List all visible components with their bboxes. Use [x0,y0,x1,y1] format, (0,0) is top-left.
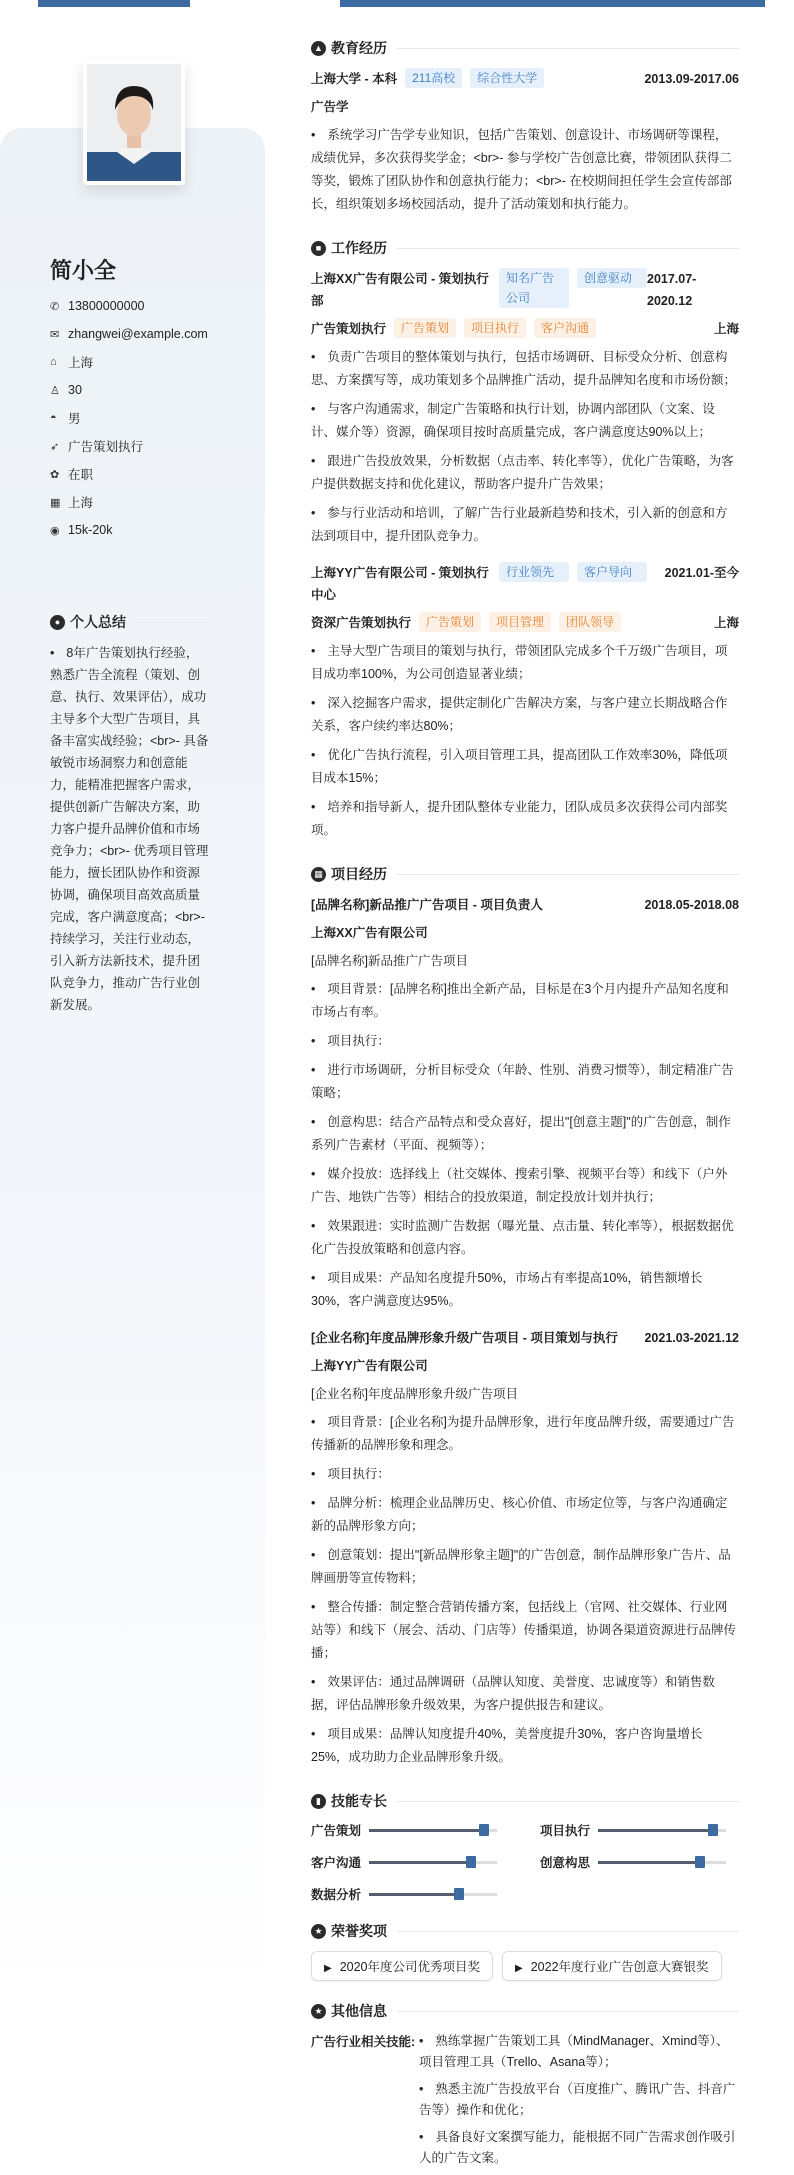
section-title: 项目经历 [331,866,387,882]
briefcase-icon: ■ [311,241,326,256]
skill-item [311,1885,510,1903]
role-group [311,318,596,340]
job-entry [311,268,739,548]
candidate-name: 简小全 [50,258,117,283]
project-bullet: • 媒介投放：选择线上（社交媒体、搜索引擎、视频平台等）和线下（户外广告、地铁广告等）相结合的投放渠道，制定投放计划并执行； [311,1163,739,1209]
skill-name: 数据分析 [311,1888,362,1902]
skill-thumb[interactable] [479,1824,489,1836]
company-name: 上海YY广告有限公司 - 策划执行中心 [311,566,489,602]
triangle-right-icon: ▶ [324,1963,332,1974]
target-job-icon: ➶ [50,440,60,453]
job-entry [311,562,739,842]
project-company: 上海YY广告有限公司 [311,1359,428,1373]
role: 广告策划执行 [311,322,387,336]
skill-name: 项目执行 [540,1824,591,1838]
divider [397,1931,739,1932]
contact-text: 上海 [68,356,94,370]
summary-section [50,612,210,1022]
contact-item [50,432,208,460]
award-label: 2020年度公司优秀项目奖 [339,1960,481,1974]
mail-icon: ✉ [50,328,60,341]
project-bullet: • 项目背景：[品牌名称]推出全新产品，目标是在3个月内提升产品知名度和市场占有率。 [311,978,739,1024]
contact-text: 13800000000 [68,299,145,313]
project-header [311,894,739,916]
project-name: [品牌名称]新品推广广告项目 - 项目负责人 [311,898,543,912]
skill-fill [369,1893,459,1896]
tag: 客户导向 [577,562,647,582]
project-subtitle: [企业名称]年度品牌形象升级广告项目 [311,1387,518,1401]
divider [397,248,739,249]
skill-name: 创意构思 [540,1856,591,1870]
job-bullet: • 主导大型广告项目的策划与执行，带领团队完成多个千万级广告项目，项目成功率100%，为公司创造显著业绩； [311,640,739,686]
contact-item [50,320,208,348]
job-title-group [311,268,647,312]
project-entry [311,894,739,1313]
other-section [311,2001,739,2175]
tag: 知名广告公司 [499,268,569,308]
work-section [311,238,739,842]
city: 上海 [713,616,739,630]
triangle-right-icon: ▶ [515,1963,523,1974]
project-bullet: • 创意构思：结合产品特点和受众喜好，提出"[创意主题]"的广告创意，制作系列广告素材（平面、视频等）； [311,1111,739,1157]
other-bullet: • 熟练掌握广告策划工具（MindManager、Xmind等）、项目管理工具（Trello、Asana等）； [419,2031,739,2073]
project-name: [企业名称]年度品牌形象升级广告项目 - 项目策划与执行 [311,1331,618,1345]
section-title: 个人总结 [70,614,126,630]
section-title: 工作经历 [331,240,387,256]
education-desc: • 系统学习广告学专业知识，包括广告策划、创意设计、市场调研等课程，成绩优异，多次获得奖学金；<br>- 参与学校广告创意比赛，带领团队获得二等奖，锻炼了团队协作和创意执行能力；<br>- 在校期间担任学生会宣传部部长，组织策划多场校园活动，提升了活动策划和执行能力。 [311,124,739,216]
skills-section [311,1791,739,1903]
date: 2021.01-至今 [664,566,739,580]
skill-slider[interactable] [598,1829,726,1832]
project-subtitle: [品牌名称]新品推广广告项目 [311,954,468,968]
divider [136,622,210,623]
contact-text: 男 [68,412,81,426]
date: 2013.09-2017.06 [644,72,739,86]
project-bullet: • 创意策划：提出"[新品牌形象主题]"的广告创意，制作品牌形象广告片、品牌画册等宣传物料； [311,1544,739,1590]
city-icon: ▦ [50,496,61,509]
section-title: 教育经历 [331,40,387,56]
job-title-group [311,562,647,606]
section-title: 技能专长 [331,1793,387,1809]
project-bullet: • 品牌分析：梳理企业品牌历史、核心价值、市场定位等，与客户沟通确定新的品牌形象方向； [311,1492,739,1538]
skill-fill [369,1861,471,1864]
skill-name: 客户沟通 [311,1856,362,1870]
phone-icon: ✆ [50,300,60,313]
tag: 创意驱动 [577,268,647,288]
date: 2021.03-2021.12 [644,1331,739,1345]
status-icon: ✿ [50,468,60,481]
skill-tag: 团队领导 [559,612,621,632]
user-icon: ● [50,615,65,630]
skill-item [540,1853,739,1871]
projects-section [311,864,739,1769]
divider [397,2011,739,2012]
tag: 211高校 [405,68,462,88]
skill-slider[interactable] [369,1829,497,1832]
other-bullet: • 具备良好文案撰写能力，能根据不同广告需求创作吸引人的广告文案。 [419,2127,739,2169]
job-role-row [311,612,739,634]
tag: 行业领先 [499,562,569,582]
date: 2018.05-2018.08 [644,898,739,912]
project-bullet: • 进行市场调研，分析目标受众（年龄、性别、消费习惯等），制定精准广告策略； [311,1059,739,1105]
contact-text: 在职 [68,468,94,482]
skill-thumb[interactable] [466,1856,476,1868]
summary-text: • 8年广告策划执行经验，熟悉广告全流程（策划、创意、执行、效果评估），成功主导多个大型广告项目，具备丰富实战经验；<br>- 具备敏锐市场洞察力和创意能力，能精准把握客户需求，提供创新广告解决方案，助力客户提升品牌价值和市场竞争力；<br>- 优秀项目管理能力，擅长团队协作和资源协调，确保项目高效高质量完成，客户满意度高；<br>- 持续学习，关注行业动态，引入新方法新技术，提升团队竞争力，推动广告行业创新发展。 [50,642,210,1016]
city: 上海 [713,322,739,336]
avatar-photo [83,60,185,185]
section-title: 其他信息 [331,2003,387,2019]
contact-item [50,460,208,488]
project-bullet: • 项目执行： [311,1030,739,1053]
skill-slider[interactable] [598,1861,726,1864]
home-icon: ⌂ [50,356,57,368]
job-bullet: • 深入挖掘客户需求，提供定制化广告解决方案，与客户建立长期战略合作关系，客户续约率达80%； [311,692,739,738]
skill-thumb[interactable] [454,1888,464,1900]
role: 资深广告策划执行 [311,616,412,630]
skill-slider[interactable] [369,1893,497,1896]
award-label: 2022年度行业广告创意大赛银奖 [530,1960,709,1974]
top-accent-bar-right [340,0,765,7]
job-bullet: • 培养和指导新人，提升团队整体专业能力，团队成员多次获得公司内部奖项。 [311,796,739,842]
job-bullet: • 优化广告执行流程，引入项目管理工具，提高团队工作效率30%，降低项目成本15%； [311,744,739,790]
skill-tag: 项目管理 [489,612,551,632]
skill-item [311,1853,510,1871]
skill-tag: 广告策划 [394,318,456,338]
contact-text: 上海 [68,496,94,510]
top-accent-bar-left [38,0,190,7]
contact-item [50,292,208,320]
contact-item [50,376,208,404]
contact-item [50,516,208,544]
role-group [311,612,621,634]
job-header [311,562,739,606]
project-header [311,1327,739,1349]
award-item[interactable] [502,1951,722,1981]
project-bullet: • 项目成果：产品知名度提升50%，市场占有率提高10%，销售额增长30%，客户满意度达95%。 [311,1267,739,1313]
date: 2017.07-2020.12 [647,272,697,308]
skill-slider[interactable] [369,1861,497,1864]
tag: 综合性大学 [470,68,544,88]
major: 广告学 [311,100,349,114]
skill-tag: 客户沟通 [534,318,596,338]
age-icon: ♙ [50,384,60,397]
contact-text: 广告策划执行 [68,440,144,454]
job-bullet: • 负责广告项目的整体策划与执行，包括市场调研、目标受众分析、创意构思、方案撰写等，成功策划多个品牌推广活动，提升品牌知名度和市场份额； [311,346,739,392]
skill-name: 广告策划 [311,1824,362,1838]
skill-fill [598,1829,713,1832]
project-bullet: • 项目执行： [311,1463,739,1486]
skill-thumb[interactable] [708,1824,718,1836]
other-bullet: • 熟悉主流广告投放平台（百度推广、腾讯广告、抖音广告等）操作和优化； [419,2079,739,2121]
gender-icon: ◓ [50,412,57,424]
award-item[interactable] [311,1951,493,1981]
graduation-cap-icon: ▲ [311,41,326,56]
divider [397,48,739,49]
project-bullet: • 项目成果：品牌认知度提升40%，美誉度提升30%，客户咨询量增长25%，成功助力企业品牌形象升级。 [311,1723,739,1769]
skill-fill [369,1829,484,1832]
skill-item [311,1821,510,1839]
project-bullet: • 效果跟进：实时监测广告数据（曝光量、点击量、转化率等），根据数据优化广告投放策略和创意内容。 [311,1215,739,1261]
grid-icon: ▦ [311,867,326,882]
project-bullet: • 效果评估：通过品牌调研（品牌认知度、美誉度、忠诚度等）和销售数据，评估品牌形象升级效果，为客户提供报告和建议。 [311,1671,739,1717]
job-bullet: • 跟进广告投放效果，分析数据（点击率、转化率等），优化广告策略，为客户提供数据支持和优化建议，帮助客户提升广告效果； [311,450,739,496]
project-bullet: • 项目背景：[企业名称]为提升品牌形象，进行年度品牌升级，需要通过广告传播新的品牌形象和理念。 [311,1411,739,1457]
section-title: 荣誉奖项 [331,1923,387,1939]
school-name: 上海大学 - 本科 [311,72,398,86]
project-company: 上海XX广告有限公司 [311,926,428,940]
awards-section [311,1921,739,1981]
skill-tag: 广告策划 [419,612,481,632]
skill-thumb[interactable] [695,1856,705,1868]
job-header [311,268,739,312]
divider [397,1801,739,1802]
job-bullet: • 与客户沟通需求，制定广告策略和执行计划，协调内部团队（文案、设计、媒介等）资源，确保项目按时高质量完成，客户满意度达90%以上； [311,398,739,444]
project-bullet: • 整合传播：制定整合营销传播方案，包括线上（官网、社交媒体、行业网站等）和线下（展会、活动、门店等）传播渠道，协调各渠道资源进行品牌传播； [311,1596,739,1665]
contact-item [50,348,208,376]
education-section [311,38,739,216]
contact-text: zhangwei@example.com [68,327,208,341]
job-bullet: • 参与行业活动和培训，了解广告行业最新趋势和技术，引入新的创意和方法到项目中，提升团队竞争力。 [311,502,739,548]
company-name: 上海XX广告有限公司 - 策划执行部 [311,272,489,308]
contact-item [50,404,208,432]
divider [397,874,739,875]
main-content [311,38,739,2175]
contact-item [50,488,208,516]
info-icon: ★ [311,2004,326,2019]
contact-text: 15k-20k [68,523,113,537]
other-key: 广告行业相关技能: [311,2035,416,2049]
skill-item [540,1821,739,1839]
award-icon: ★ [311,1924,326,1939]
skill-tag: 项目执行 [464,318,526,338]
contact-text: 30 [68,383,82,397]
job-role-row [311,318,739,340]
contact-list [50,292,208,544]
bar-chart-icon: ▮ [311,1794,326,1809]
salary-icon: ◉ [50,524,60,537]
skill-fill [598,1861,700,1864]
project-entry [311,1327,739,1769]
